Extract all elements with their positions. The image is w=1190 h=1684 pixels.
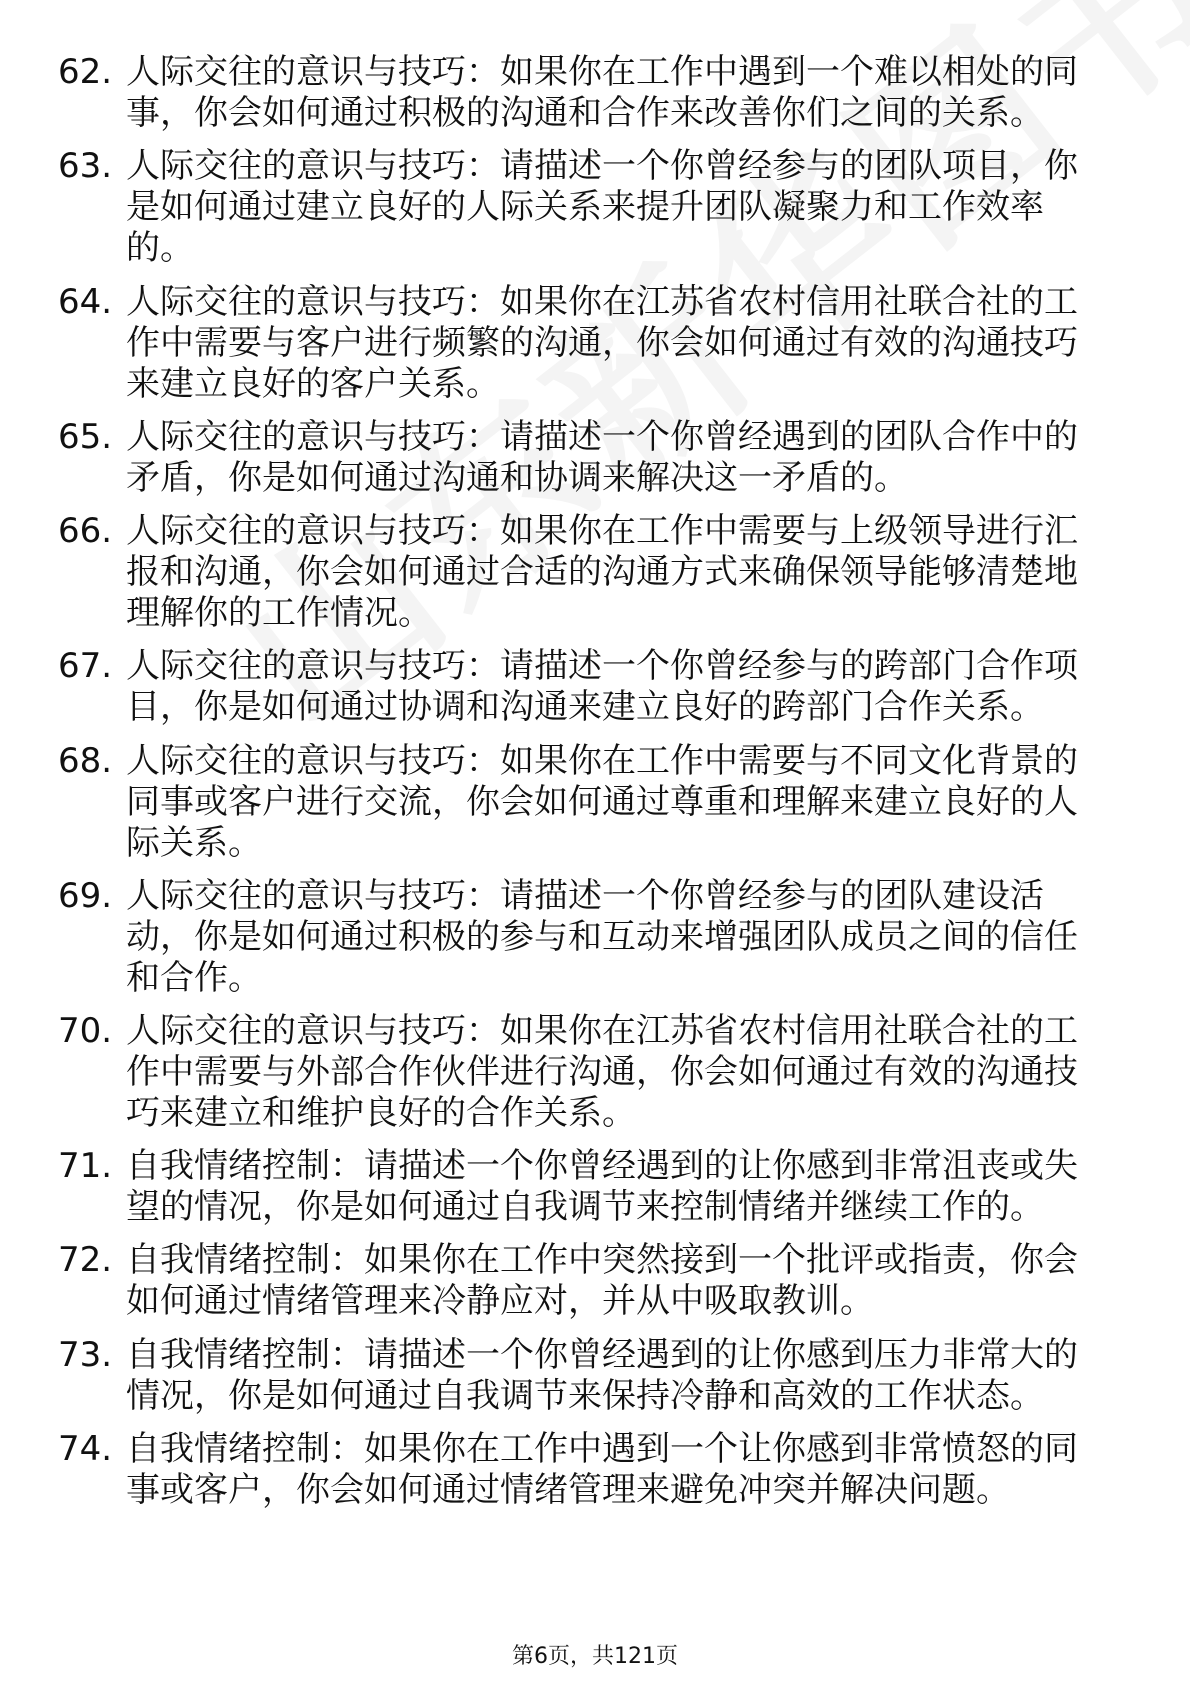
page-footer [0,1643,1190,1671]
question-text: 人际交往的意识与技巧：请描述一个你曾经参与的团队建设活动，你是如何通过积极的参与和互动来增强团队成员之间的信任和合作。 [126,876,1078,998]
question-text: 人际交往的意识与技巧：如果你在江苏省农村信用社联合社的工作中需要与外部合作伙伴进行沟通，你会如何通过有效的沟通技巧来建立和维护良好的合作关系。 [126,1011,1078,1133]
question-number: 62. [58,52,113,92]
question-number: 73. [58,1335,113,1375]
question-text: 人际交往的意识与技巧：如果你在工作中需要与上级领导进行汇报和沟通，你会如何通过合适的沟通方式来确保领导能够清楚地理解你的工作情况。 [126,511,1078,633]
question-number: 66. [58,511,113,551]
page-number-label: 第6页，共121页 [512,1644,678,1669]
question-text: 人际交往的意识与技巧：请描述一个你曾经参与的团队项目，你是如何通过建立良好的人际关系来提升团队凝聚力和工作效率的。 [126,146,1078,268]
question-text: 人际交往的意识与技巧：如果你在工作中遇到一个难以相处的同事，你会如何通过积极的沟通和合作来改善你们之间的关系。 [126,52,1078,133]
question-number: 64. [58,282,113,322]
question-number: 72. [58,1240,113,1280]
question-text: 人际交往的意识与技巧：如果你在江苏省农村信用社联合社的工作中需要与客户进行频繁的沟通，你会如何通过有效的沟通技巧来建立良好的客户关系。 [126,282,1078,404]
question-text: 自我情绪控制：如果你在工作中突然接到一个批评或指责，你会如何通过情绪管理来冷静应对，并从中吸取教训。 [126,1240,1078,1321]
question-number: 74. [58,1429,113,1469]
question-number: 69. [58,876,113,916]
question-number: 68. [58,741,113,781]
question-text: 人际交往的意识与技巧：请描述一个你曾经遇到的团队合作中的矛盾，你是如何通过沟通和协调来解决这一矛盾的。 [126,417,1078,498]
question-text: 自我情绪控制：请描述一个你曾经遇到的让你感到压力非常大的情况，你是如何通过自我调节来保持冷静和高效的工作状态。 [126,1335,1078,1416]
question-number: 65. [58,417,113,457]
question-number: 70. [58,1011,113,1051]
question-number: 67. [58,646,113,686]
question-text: 自我情绪控制：请描述一个你曾经遇到的让你感到非常沮丧或失望的情况，你是如何通过自我调节来控制情绪并继续工作的。 [126,1146,1078,1227]
question-text: 人际交往的意识与技巧：请描述一个你曾经参与的跨部门合作项目，你是如何通过协调和沟通来建立良好的跨部门合作关系。 [126,646,1078,727]
question-text: 人际交往的意识与技巧：如果你在工作中需要与不同文化背景的同事或客户进行交流，你会如何通过尊重和理解来建立良好的人际关系。 [126,741,1078,863]
question-text: 自我情绪控制：如果你在工作中遇到一个让你感到非常愤怒的同事或客户，你会如何通过情绪管理来避免冲突并解决问题。 [126,1429,1078,1510]
question-number: 63. [58,146,113,186]
question-number: 71. [58,1146,113,1186]
